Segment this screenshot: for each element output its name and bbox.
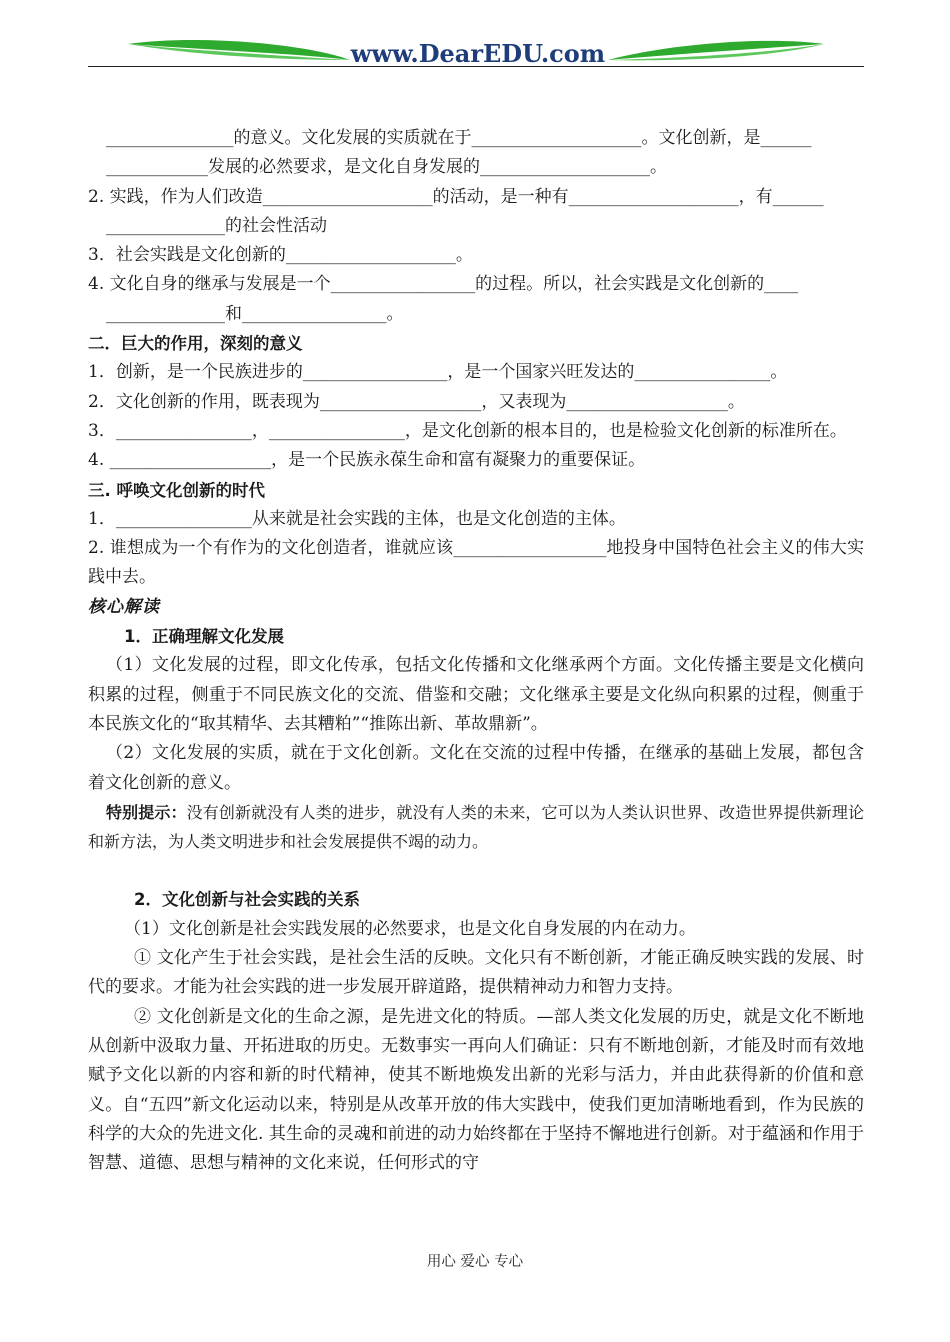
fill-line: ____________发展的必然要求，是文化自身发展的____________________。 xyxy=(106,157,667,178)
fill-line: 2．文化创新的作用，既表现为___________________，又表现为___________________。 xyxy=(88,391,745,412)
document-body xyxy=(88,124,864,1178)
core-heading: 核心解读 xyxy=(88,596,160,617)
tip-text: 没有创新就没有人类的进步，就没有人类的未来，它可以为人类认识世界、改造世界提供新理论和新方法，为人类文明进步和社会发展提供不竭的动力。 xyxy=(88,802,864,852)
fill-line: 3．________________，________________，是文化创新的根本目的，也是检验文化创新的标准所在。 xyxy=(88,420,847,441)
section-heading: 二．巨大的作用，深刻的意义 xyxy=(88,334,303,354)
paragraph: （1）文化创新是社会实践发展的必然要求，也是文化自身发展的内在动力。 xyxy=(124,918,696,939)
fill-line: ______________和_________________。 xyxy=(106,303,404,324)
dearedu-logo xyxy=(88,30,864,70)
header-rule xyxy=(88,66,864,67)
logo-text: www.DearEDU.com xyxy=(350,39,606,68)
left-swoosh xyxy=(128,40,350,60)
sub-heading: 2．文化创新与社会实践的关系 xyxy=(134,890,360,910)
fill-line: 2. 谁想成为一个有作为的文化创造者，谁就应该__________________地投身中国特色社会主义的伟大实践中去。 xyxy=(88,538,864,588)
fill-line: 2. 实践，作为人们改造____________________的活动，是一种有____________________，有______ xyxy=(88,186,824,207)
fill-line: 1．创新，是一个民族进步的_________________，是一个国家兴旺发达的________________。 xyxy=(88,362,788,383)
fill-line: 4. ___________________，是一个民族永葆生命和富有凝聚力的重要保证。 xyxy=(88,450,646,471)
paragraph: ② 文化创新是文化的生命之源，是先进文化的特质。—部人类文化发展的历史，就是文化不断地从创新中汲取力量、开拓进取的历史。无数事实一再向人们确证：只有不断地创新，才能及时而有效地赋予文化以新的内容和新的时代精神，使其不断地焕发出新的光彩与活力，并由此获得新的价值和意义。自“五四”新文化运动以来，特别是从改革开放的伟大实践中，使我们更加清晰地看到，作为民族的科学的大众的先进文化. 其生命的灵魂和前进的动力始终都在于坚持不懈地进行创新。对于蕴涵和作用于智慧、道德、思想与精神的文化来说，任何形式的守 xyxy=(88,1006,864,1174)
paragraph: ① 文化产生于社会实践，是社会生活的反映。文化只有不断创新，才能正确反映实践的发展、时代的要求。才能为社会实践的进一步发展开辟道路，提供精神动力和智力支持。 xyxy=(88,948,864,998)
fill-line: 3．社会实践是文化创新的____________________。 xyxy=(88,245,473,266)
fill-line: ______________的社会性活动 xyxy=(106,215,327,236)
site-header xyxy=(88,30,864,70)
fill-line: 1．________________从来就是社会实践的主体，也是文化创造的主体。 xyxy=(88,508,626,529)
paragraph: （2）文化发展的实质，就在于文化创新。文化在交流的过程中传播，在继承的基础上发展，都包含着文化创新的意义。 xyxy=(88,743,864,793)
section-heading: 三. 呼唤文化创新的时代 xyxy=(88,480,266,500)
tip-label: 特别提示： xyxy=(106,802,187,822)
fill-line: 4. 文化自身的继承与发展是一个_________________的过程。所以，社会实践是文化创新的____ xyxy=(88,274,799,295)
page-footer: 用心 爱心 专心 xyxy=(426,1254,524,1270)
spacer xyxy=(88,856,864,885)
sub-heading: 1．正确理解文化发展 xyxy=(124,627,284,647)
fill-line: _______________的意义。文化发展的实质就在于____________________。文化创新，是______ xyxy=(106,128,812,148)
tip-paragraph xyxy=(88,798,864,857)
paragraph: （1）文化发展的过程，即文化传承，包括文化传播和文化继承两个方面。文化传播主要是文化横向积累的过程，侧重于不同民族文化的交流、借鉴和交融；文化继承主要是文化纵向积累的过程，侧重于本民族文化的“取其精华、去其糟粕”“推陈出新、革故鼎新”。 xyxy=(88,655,864,734)
